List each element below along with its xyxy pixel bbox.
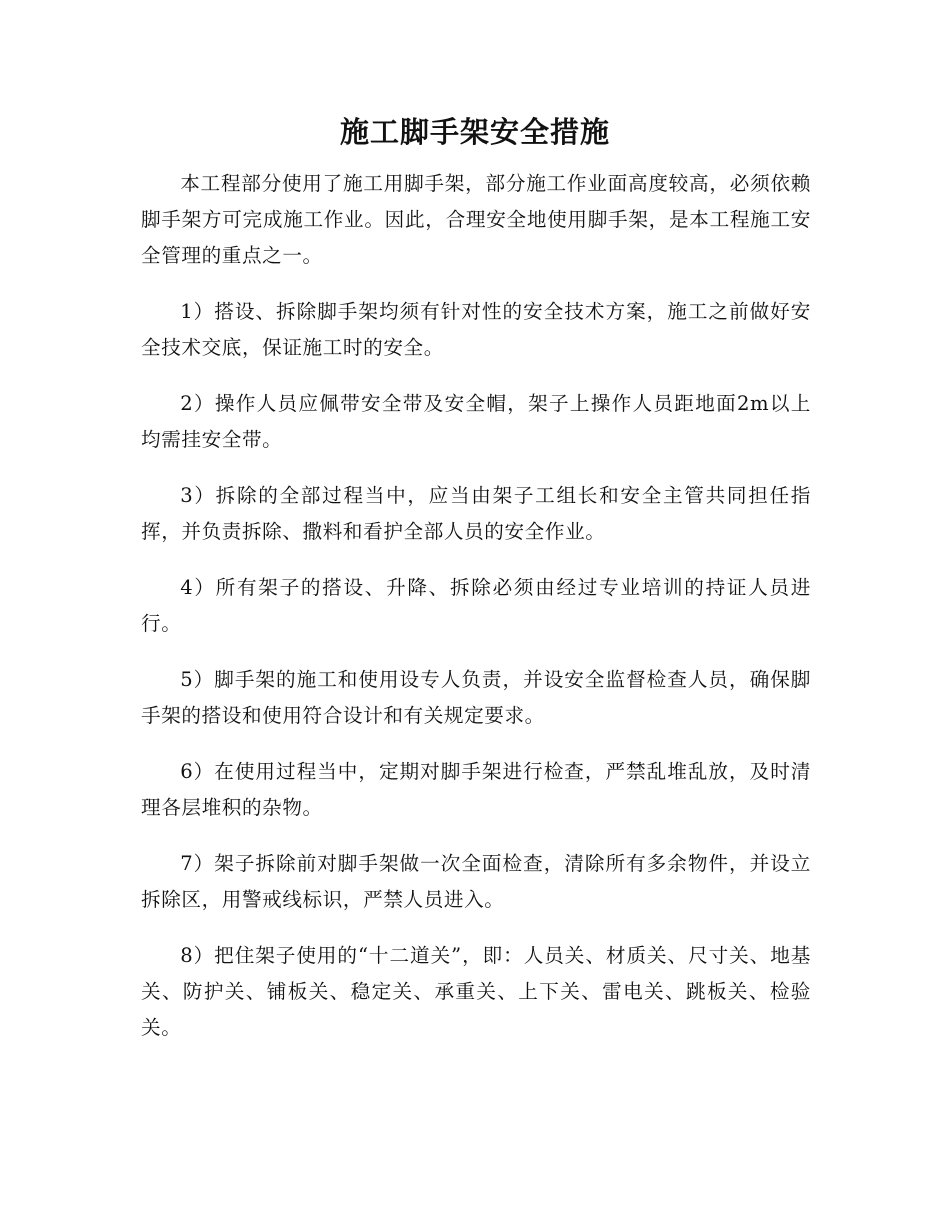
- document-body: [141, 166, 811, 1066]
- measure-item-2: 2）操作人员应佩带安全带及安全帽，架子上操作人员距地面2m以上均需挂安全带。: [141, 392, 811, 451]
- measure-item-4: 4）所有架子的搭设、升降、拆除必须由经过专业培训的持证人员进行。: [141, 576, 811, 635]
- measure-item-5: 5）脚手架的施工和使用设专人负责，并设安全监督检查人员，确保脚手架的搭设和使用符合设计和有关规定要求。: [141, 668, 811, 727]
- document-title: 施工脚手架安全措施: [339, 115, 610, 149]
- intro-paragraph: 本工程部分使用了施工用脚手架，部分施工作业面高度较高，必须依赖脚手架方可完成施工作业。因此，合理安全地使用脚手架，是本工程施工安全管理的重点之一。: [141, 172, 811, 267]
- measure-item-1: 1）搭设、拆除脚手架均须有针对性的安全技术方案，施工之前做好安全技术交底，保证施工时的安全。: [141, 300, 811, 359]
- measure-item-3: 3）拆除的全部过程当中，应当由架子工组长和安全主管共同担任指挥，并负责拆除、撒料和看护全部人员的安全作业。: [141, 484, 811, 543]
- measure-item-6: 6）在使用过程当中，定期对脚手架进行检查，严禁乱堆乱放，及时清理各层堆积的杂物。: [141, 760, 811, 819]
- measure-item-7: 7）架子拆除前对脚手架做一次全面检查，清除所有多余物件，并设立拆除区，用警戒线标识，严禁人员进入。: [141, 852, 811, 911]
- measure-item-8: 8）把住架子使用的“十二道关”，即：人员关、材质关、尺寸关、地基关、防护关、铺板关、稳定关、承重关、上下关、雷电关、跳板关、检验关。: [141, 944, 811, 1039]
